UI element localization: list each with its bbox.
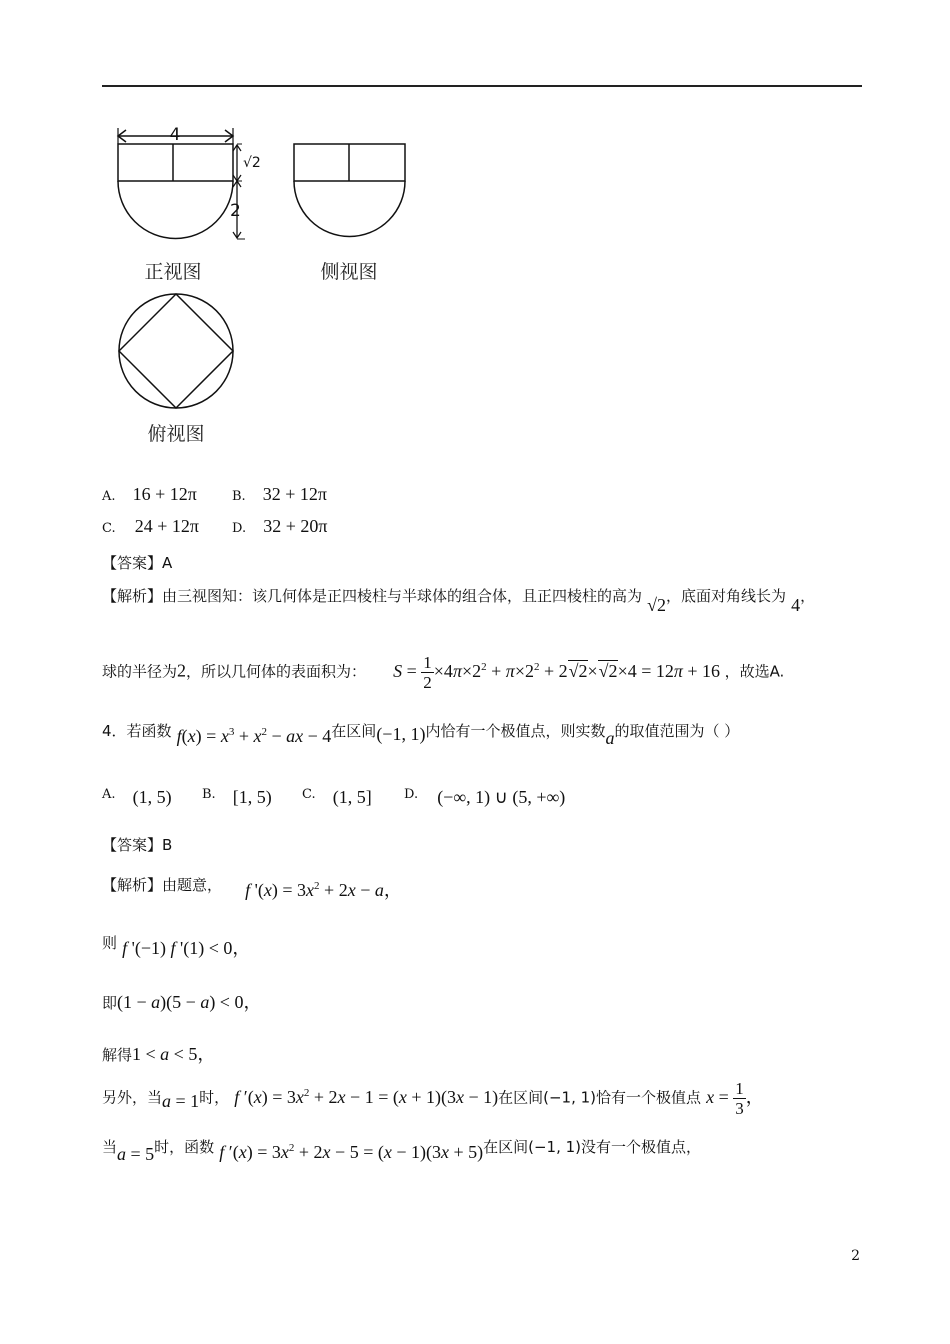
analysis-text: 则 xyxy=(102,934,118,952)
q4-analysis-line6 xyxy=(102,1136,702,1164)
analysis-text: 球的半径为 xyxy=(102,662,178,681)
q4-option-d[interactable] xyxy=(404,782,566,807)
q4-option-a[interactable] xyxy=(102,782,172,807)
option-letter: C. xyxy=(102,521,116,536)
stem-text: 内恰有一个极值点，则实数 xyxy=(425,722,606,740)
option-letter: D. xyxy=(232,521,247,536)
option-expr: (−∞, 1) ∪ (5, +∞) xyxy=(437,787,566,807)
option-expr: (1, 5) xyxy=(132,787,172,807)
stem-text: 的取值范围为（ ） xyxy=(614,722,740,740)
q3-option-a[interactable] xyxy=(102,484,197,505)
analysis-tag: 【解析】 xyxy=(102,876,163,894)
dim-radius: 2 xyxy=(230,201,241,221)
condition-formula: f '(−1) f '(1) < 0， xyxy=(122,938,251,958)
factored-formula: f $'(x) = 3x^2 + 2x - 5 = (x - 1)(3x + 5)$ xyxy=(219,1142,484,1162)
option-expr: 16 + 12π xyxy=(132,484,197,504)
case-formula: a = 5 xyxy=(117,1144,155,1164)
surface-area-formula: S = $\frac{1}{2}$ $\times 4\pi\times 2^2 + \pi\times 2^2 + 2√2\times√2\times 4 = 12\pi + 16$ xyxy=(393,653,725,692)
option-expr: [1, 5) xyxy=(232,787,272,807)
q4-option-b[interactable] xyxy=(202,782,272,807)
q3-option-c[interactable] xyxy=(102,516,199,537)
factored-formula: f $'(x) = 3x^2 + 2x - 1 = (x + 1)(3x - 1)$ xyxy=(234,1086,499,1107)
analysis-tag: 【解析】 xyxy=(102,587,163,605)
option-expr: (1, 5] xyxy=(332,787,372,807)
analysis-text: 另外，当 xyxy=(102,1088,163,1107)
analysis-text: ，所以几何体的表面积为： xyxy=(186,662,367,681)
analysis-text: 当 xyxy=(102,1138,118,1156)
analysis-text: ，底面对角线长为 xyxy=(666,587,787,605)
q4-analysis-line2 xyxy=(102,928,251,958)
stem-text: 若函数 xyxy=(126,722,172,740)
front-view xyxy=(118,128,245,239)
analysis-text: ， xyxy=(800,587,816,605)
q4-analysis-line5 xyxy=(102,1080,764,1117)
option-letter: D. xyxy=(404,787,419,802)
analysis-value: 2 xyxy=(177,660,187,681)
analysis-text: 即 xyxy=(102,994,118,1012)
option-letter: B. xyxy=(202,787,216,802)
dim-height-box: √2 xyxy=(243,155,261,171)
q4-analysis-line1 xyxy=(102,870,402,900)
q4-stem xyxy=(102,720,740,748)
q4-analysis-line4 xyxy=(102,1040,215,1066)
option-letter: A. xyxy=(102,489,116,504)
analysis-text: 时，函数 xyxy=(154,1138,215,1156)
analysis-text: 解得 xyxy=(102,1046,133,1064)
analysis-text: 在区间(−1, 1)恰有一个极值点 xyxy=(498,1088,702,1107)
extreme-point-formula: x = $\frac{1}{3}$ ， xyxy=(706,1079,764,1118)
case-formula: a = 1 xyxy=(162,1090,200,1111)
analysis-value: √2 xyxy=(647,595,667,615)
option-letter: C. xyxy=(302,787,316,802)
option-letter: B. xyxy=(232,489,246,504)
dim-width: 4 xyxy=(169,125,181,145)
derivative-formula: f '$(x) = 3x^2 + 2x - a$， xyxy=(245,880,402,900)
header-rule xyxy=(102,85,862,87)
top-view-label: 俯视图 xyxy=(147,423,205,445)
q3-answer: 【答案】A xyxy=(102,554,173,572)
three-view-figure xyxy=(100,118,430,458)
q4-answer: 【答案】B xyxy=(102,836,173,854)
top-view xyxy=(119,294,233,408)
analysis-text: 时， xyxy=(199,1088,230,1107)
front-view-label: 正视图 xyxy=(144,261,202,283)
q3-analysis-line1 xyxy=(102,585,816,615)
solution-formula: 1 < a < 5， xyxy=(132,1044,216,1064)
interval-formula: (−1, 1) xyxy=(376,724,426,744)
stem-text: 在区间 xyxy=(331,722,377,740)
side-view-label: 侧视图 xyxy=(320,261,378,283)
inequality-formula: (1 − a)(5 − a) < 0， xyxy=(117,992,262,1012)
q4-analysis-line3 xyxy=(102,988,261,1014)
q3-option-b[interactable] xyxy=(232,484,327,505)
q4-option-c[interactable] xyxy=(302,782,372,807)
analysis-text: ，故选A. xyxy=(724,662,785,681)
analysis-text: 在区间(−1, 1)没有一个极值点， xyxy=(483,1138,702,1156)
q3-analysis-line2 xyxy=(102,654,784,691)
option-expr: 32 + 20π xyxy=(263,516,328,536)
side-view xyxy=(294,144,405,237)
question-number: 4． xyxy=(102,722,127,740)
q3-option-d[interactable] xyxy=(232,516,327,537)
analysis-text: 由三视图知：该几何体是正四棱柱与半球体的组合体，且正四棱柱的高为 xyxy=(162,587,643,605)
function-formula: $f(x) = x^3 + x^2$ − ax − 4 xyxy=(176,726,332,746)
option-expr: 32 + 12π xyxy=(262,484,328,504)
analysis-value: 4 xyxy=(791,595,801,615)
option-expr: 24 + 12π xyxy=(134,516,199,536)
variable-a: a xyxy=(605,728,615,748)
page-number: 2 xyxy=(851,1248,860,1264)
analysis-text: 由题意， xyxy=(162,876,223,894)
option-letter: A. xyxy=(102,787,116,802)
